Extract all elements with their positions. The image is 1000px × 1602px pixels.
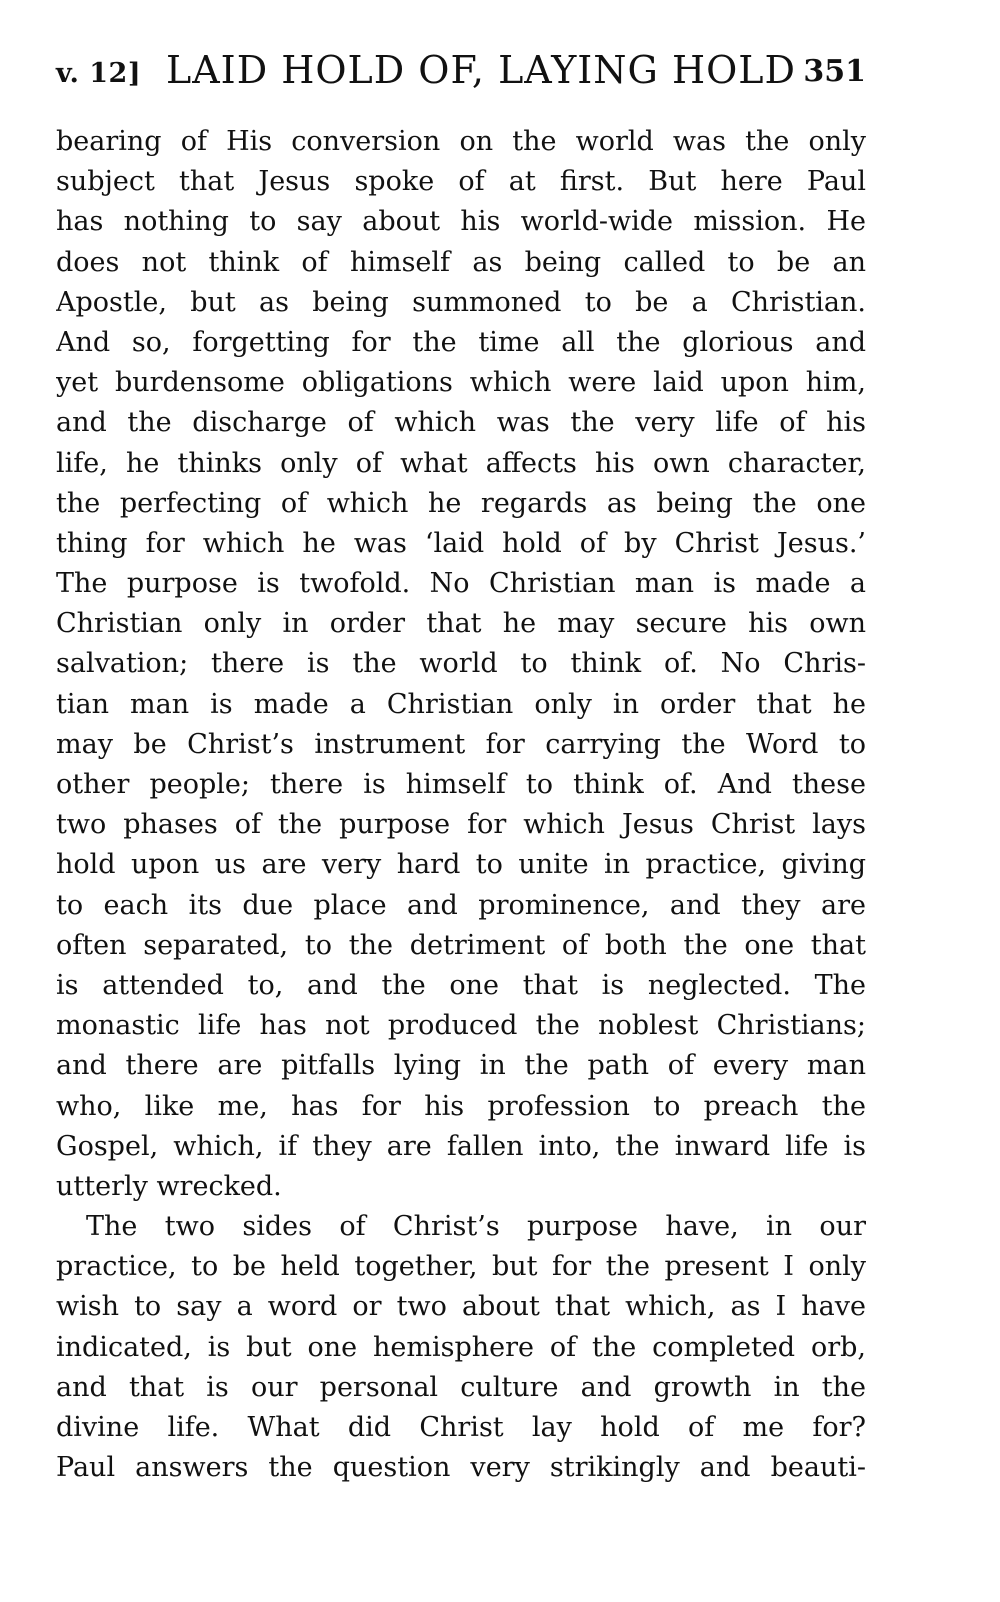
text-line: Paul answers the question very strikingly and beauti-: [56, 1452, 866, 1484]
text-line: practice, to be held together, but for the present I only: [56, 1251, 866, 1283]
text-line: and there are pitfalls lying in the path of every man: [56, 1050, 866, 1082]
text-line: yet burdensome obligations which were laid upon him,: [56, 367, 866, 399]
text-line: does not think of himself as being called to be an: [56, 246, 866, 278]
text-line: is attended to, and the one that is neglected. The: [56, 969, 866, 1001]
text-line: and the discharge of which was the very life of his: [56, 407, 866, 439]
running-head: [56, 48, 866, 92]
paragraph-1: [56, 122, 866, 1207]
text-line: Christian only in order that he may secure his own: [56, 608, 866, 640]
text-line: who, like me, has for his profession to preach the: [56, 1090, 866, 1122]
text-line: hold upon us are very hard to unite in practice, giving: [56, 849, 866, 881]
text-line: bearing of His conversion on the world was the only: [56, 126, 866, 157]
text-line: tian man is made a Christian only in order that he: [56, 688, 866, 720]
text-line: life, he thinks only of what affects his own character,: [56, 447, 866, 479]
text-line: And so, forgetting for the time all the glorious and: [56, 326, 866, 358]
text-line: divine life. What did Christ lay hold of me for?: [56, 1412, 866, 1443]
text-line: Gospel, which, if they are fallen into, the inward life is: [56, 1130, 866, 1162]
text-line: to each its due place and prominence, and they are: [56, 889, 866, 921]
running-head-title: LAID HOLD OF, LAYING HOLD: [166, 48, 796, 92]
text-line: The purpose is twofold. No Christian man is made a: [56, 568, 866, 600]
text-line: utterly wrecked.: [56, 1170, 282, 1202]
text-line: and that is our personal culture and growth in the: [56, 1371, 866, 1403]
text-line: monastic life has not produced the noblest Christians;: [56, 1010, 866, 1042]
paragraph-2: [56, 1207, 866, 1488]
text-line: may be Christ’s instrument for carrying the Word to: [56, 728, 866, 760]
text-line: indicated, is but one hemisphere of the completed orb,: [56, 1331, 866, 1363]
text-line: other people; there is himself to think of. And these: [56, 769, 866, 800]
text-line: two phases of the purpose for which Jesus Christ lays: [56, 809, 866, 841]
text-line: The two sides of Christ’s purpose have, in our: [86, 1211, 866, 1243]
text-line: the perfecting of which he regards as being the one: [56, 487, 866, 519]
text-line: has nothing to say about his world-wide mission. He: [56, 206, 866, 238]
text-line: Apostle, but as being summoned to be a Christian.: [56, 286, 866, 318]
body-text: [56, 122, 866, 1488]
text-line: wish to say a word or two about that which, as I have: [56, 1291, 866, 1323]
page-number: 351: [803, 54, 866, 89]
text-line: often separated, to the detriment of both the one that: [56, 929, 866, 961]
verse-reference: v. 12]: [56, 58, 142, 89]
text-line: thing for which he was ‘laid hold of by Christ Jesus.’: [56, 527, 866, 559]
text-line: subject that Jesus spoke of at first. But here Paul: [56, 166, 866, 198]
text-line: salvation; there is the world to think of. No Chris-: [56, 648, 866, 680]
